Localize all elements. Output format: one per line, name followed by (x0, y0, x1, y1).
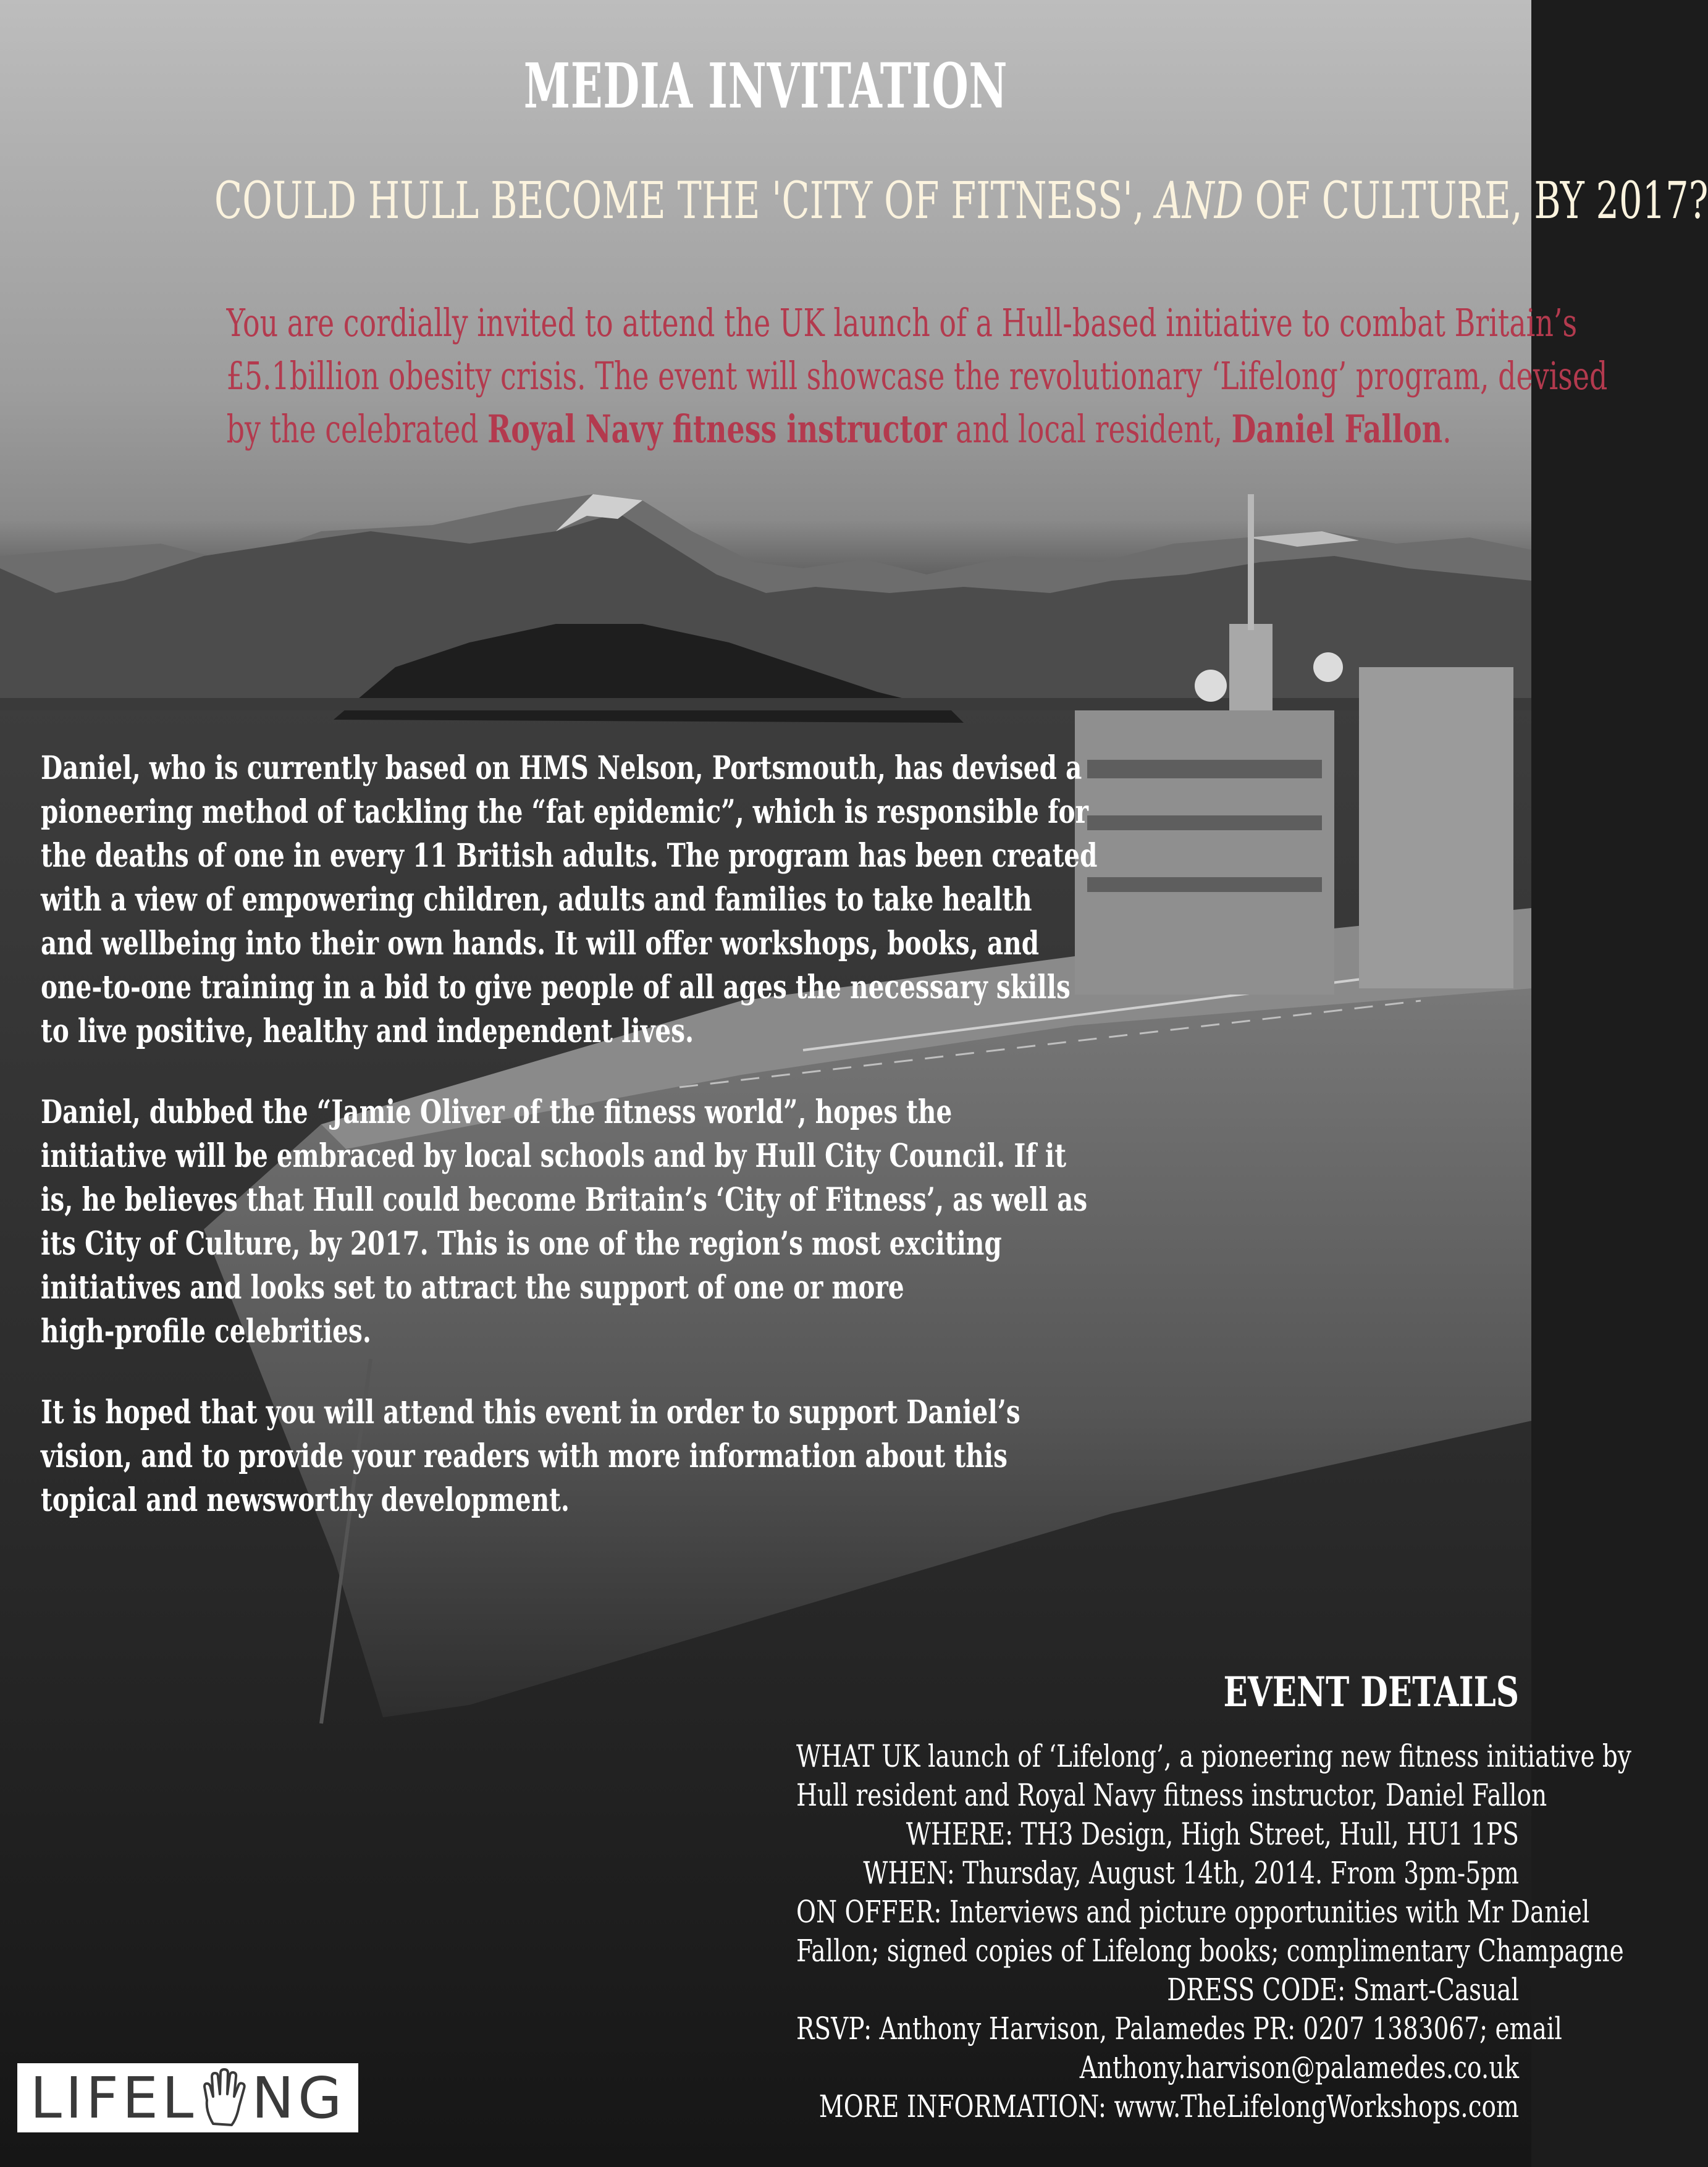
event-detail-where: WHERE: TH3 Design, High Street, Hull, HU1 1PS (906, 1816, 1519, 1852)
body-line: topical and newsworthy development. (41, 1481, 570, 1519)
body-paragraph-2 (41, 1090, 1091, 1353)
headline-part-1: COULD HULL BECOME THE 'CITY OF FITNESS', (214, 172, 1156, 230)
body-text (41, 746, 1098, 1559)
body-line: is, he believes that Hull could become Britain’s ‘City of Fitness’, as well as (41, 1181, 1088, 1219)
body-line: initiative will be embraced by local schools and by Hull City Council. If it (41, 1137, 1067, 1175)
body-line: the deaths of one in every 11 British adults. The program has been created (41, 837, 1098, 875)
intro-line-3 (226, 403, 1452, 456)
headline-part-2: OF CULTURE, BY 2017? (1243, 172, 1708, 230)
body-line: one-to-one training in a bid to give people of all ages the necessary skills (41, 969, 1071, 1006)
body-line: and wellbeing into their own hands. It will offer workshops, books, and (41, 925, 1040, 962)
lifelong-logo (17, 2063, 358, 2132)
hand-icon (200, 2068, 249, 2127)
event-detail-email: Anthony.harvison@palamedes.co.uk (1079, 2050, 1519, 2085)
headline (214, 172, 1708, 230)
body-line: high-profile celebrities. (41, 1313, 371, 1350)
body-line: It is hoped that you will attend this event in order to support Daniel’s (41, 1394, 1020, 1431)
page-title: MEDIA INVITATION (523, 49, 1008, 122)
intro-line-3-a: by the celebrated (226, 406, 488, 452)
intro-line-3-c: and local resident, (946, 406, 1232, 452)
body-line: pioneering method of tackling the “fat epidemic”, which is responsible for (41, 793, 1088, 831)
logo-text (30, 2065, 346, 2131)
event-detail-on-offer-cont: Fallon; signed copies of Lifelong books; complimentary Champagne (796, 1933, 1624, 1969)
body-line: Daniel, dubbed the “Jamie Oliver of the fitness world”, hopes the (41, 1093, 953, 1131)
body-line: to live positive, healthy and independent lives. (41, 1012, 694, 1050)
event-details (592, 1668, 1631, 2126)
body-line: initiatives and looks set to attract the support of one or more (41, 1269, 904, 1307)
body-paragraph-1 (41, 746, 1098, 1053)
intro-line-2: £5.1billion obesity crisis. The event will showcase the revolutionary ‘Lifelong’ program, devised (226, 353, 1608, 398)
body-line: Daniel, who is currently based on HMS Nelson, Portsmouth, has devised a (41, 749, 1082, 787)
event-details-heading: EVENT DETAILS (1223, 1668, 1519, 1716)
event-detail-rsvp: RSVP: Anthony Harvison, Palamedes PR: 0207 1383067; email (796, 2011, 1562, 2047)
event-detail-on-offer: ON OFFER: Interviews and picture opportunities with Mr Daniel (796, 1894, 1590, 1930)
event-detail-what-cont: Hull resident and Royal Navy fitness instructor, Daniel Fallon (796, 1777, 1547, 1813)
event-detail-what: WHAT UK launch of ‘Lifelong’, a pioneering new fitness initiative by (796, 1738, 1631, 1774)
intro-line-1: You are cordially invited to attend the UK launch of a Hull-based initiative to combat Britain’s (226, 300, 1578, 345)
intro-line-3-e: . (1442, 406, 1452, 452)
intro-name: Daniel Fallon (1231, 406, 1443, 452)
body-line: with a view of empowering children, adults and families to take health (41, 881, 1032, 919)
event-detail-more-info: MORE INFORMATION: www.TheLifelongWorkshops.com (818, 2089, 1519, 2124)
body-line: its City of Culture, by 2017. This is one of the region’s most exciting (41, 1225, 1002, 1263)
intro-role: Royal Navy fitness instructor (487, 406, 947, 452)
logo-text-part-1: LIFEL (30, 2064, 198, 2131)
logo-text-part-2: NG (251, 2064, 346, 2131)
body-paragraph-3 (41, 1391, 1091, 1522)
body-line: vision, and to provide your readers with more information about this (41, 1437, 1008, 1475)
intro-paragraph (37, 297, 1608, 456)
event-detail-dress-code: DRESS CODE: Smart-Casual (1167, 1972, 1519, 2008)
event-detail-when: WHEN: Thursday, August 14th, 2014. From 3pm-5pm (863, 1855, 1519, 1891)
headline-emphasis: AND (1156, 172, 1243, 230)
